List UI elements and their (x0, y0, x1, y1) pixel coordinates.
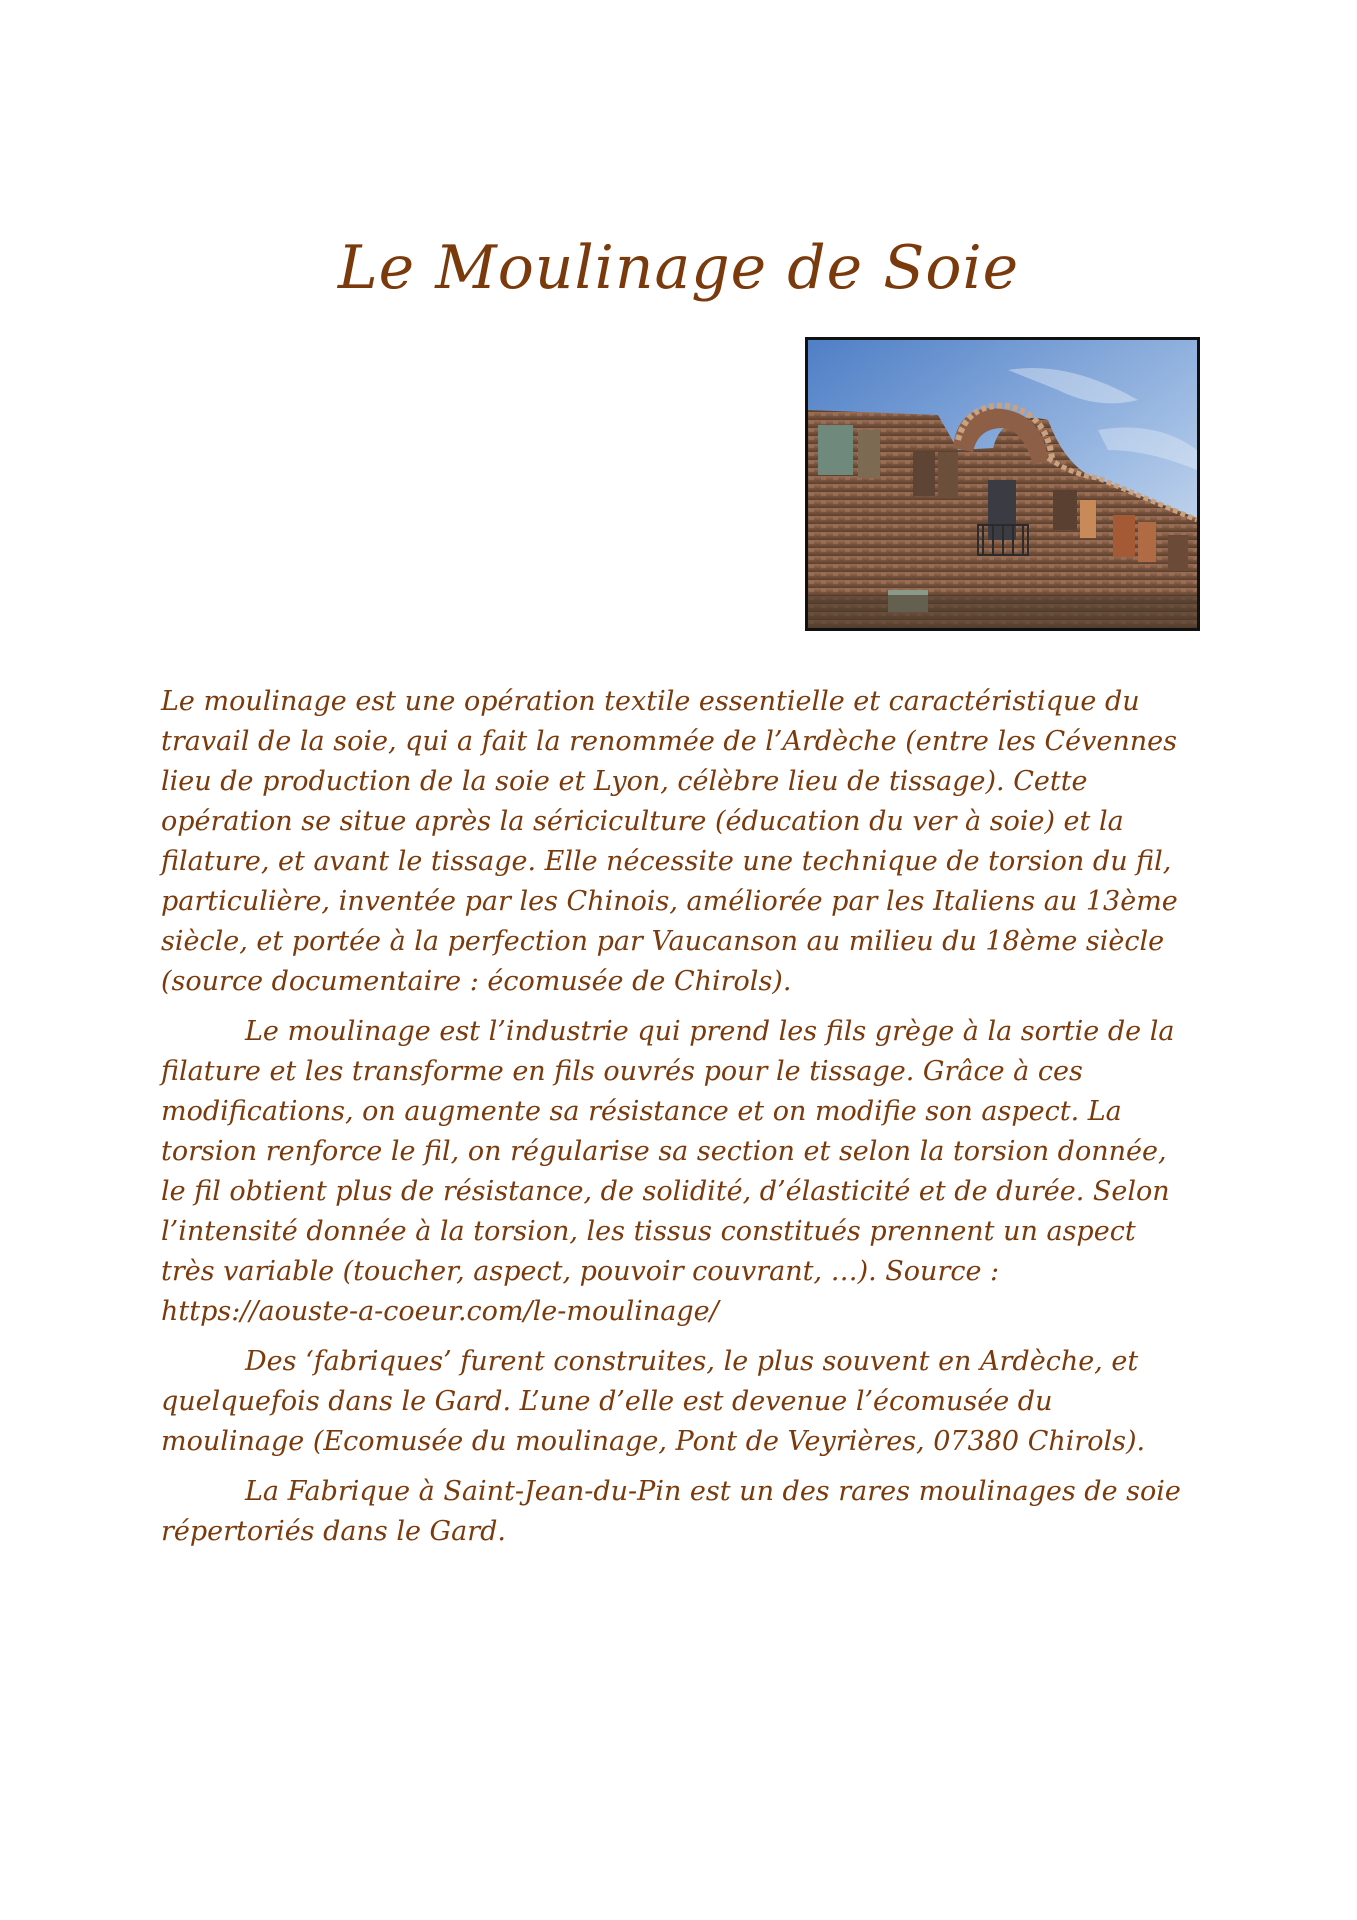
paragraph-3: Des ‘fabriques’ furent construites, le plus souvent en Ardèche, et quelquefois dans le Gard. L’une d’elle est devenue l’écomusée du moulinage (Ecomusée du moulinage, Pont de Veyrières, 07380 Chirols). (161, 1346, 1146, 1457)
paragraph-1: Le moulinage est une opération textile essentielle et caractéristique du travail de la soie, qui a fait la renommée de l’Ardèche (entre les Cévennes lieu de production de la soie et Lyon, célèbre lieu de tissage). Cette opération se situe après la sériciculture (éducation du ver à soie) et la filature, et avant le tissage. Elle nécessite une technique de torsion du fil, particulière, inventée par les Chinois, améliorée par les Italiens au 13ème siècle, et portée à la perfection par Vaucanson au milieu du 18ème siècle (source documentaire : écomusée de Chirols). (161, 686, 1178, 997)
building-photo (805, 337, 1200, 631)
body-text (161, 682, 1197, 1562)
paragraph-2: Le moulinage est l’industrie qui prend les fils grège à la sortie de la filature et les transforme en fils ouvrés pour le tissage. Grâce à ces modifications, on augmente sa résistance et on modifie son aspect. La torsion renforce le fil, on régularise sa section et selon la torsion donnée, le fil obtient plus de résistance, de solidité, d’élasticité et de durée. Selon l’intensité donnée à la torsion, les tissus constitués prennent un aspect très variable (toucher, aspect, pouvoir couvrant, …). Source : https://aouste-a-coeur.com/le-moulinage/ (161, 1016, 1175, 1327)
paragraph-4: La Fabrique à Saint-Jean-du-Pin est un des rares moulinages de soie répertoriés dans le Gard. (161, 1476, 1181, 1547)
page-title: Le Moulinage de Soie (337, 233, 1020, 303)
